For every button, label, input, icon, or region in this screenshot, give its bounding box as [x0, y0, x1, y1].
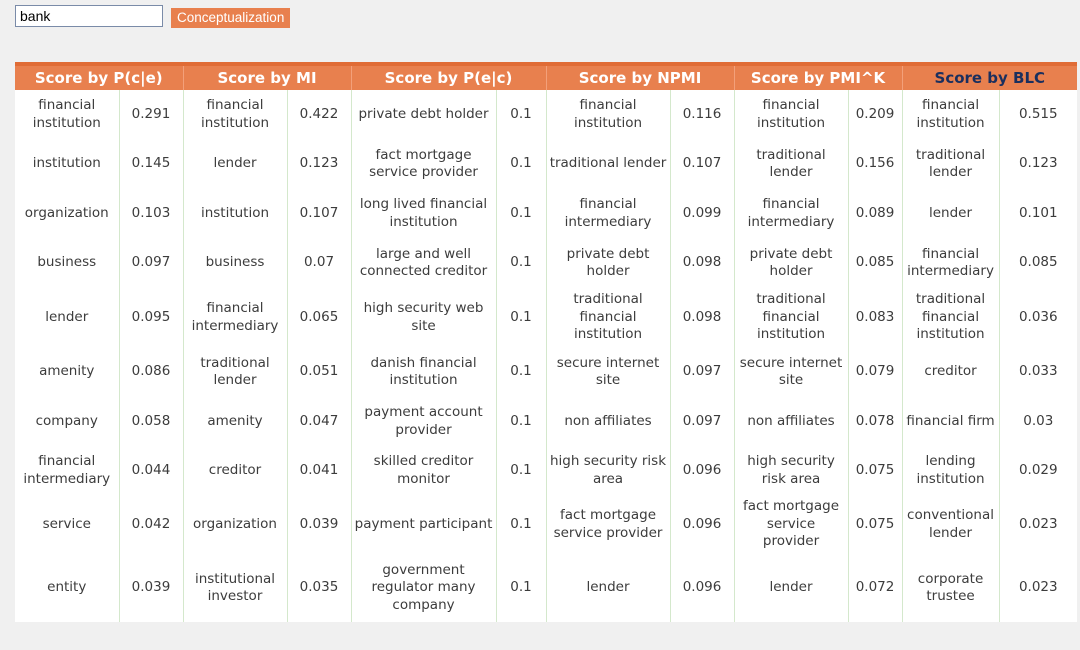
concept-score: 0.058	[119, 397, 183, 446]
concept-term: payment account provider	[351, 397, 496, 446]
concept-term: fact mortgage service provider	[351, 139, 496, 189]
concept-term: lender	[546, 554, 670, 622]
concept-score: 0.023	[999, 554, 1077, 622]
concept-term: financial intermediary	[546, 189, 670, 238]
concept-score: 0.291	[119, 90, 183, 139]
concept-term: traditional financial institution	[546, 288, 670, 347]
concept-score: 0.079	[848, 347, 902, 397]
header-blc: Score by BLC	[902, 66, 1077, 90]
concept-score: 0.1	[496, 90, 546, 139]
concept-term: traditional financial institution	[734, 288, 848, 347]
concept-term: organization	[15, 189, 119, 238]
concept-score: 0.097	[119, 238, 183, 288]
concept-term: non affiliates	[734, 397, 848, 446]
concept-term: financial intermediary	[734, 189, 848, 238]
concept-score: 0.039	[119, 554, 183, 622]
results-table	[15, 66, 1077, 622]
concept-score: 0.075	[848, 495, 902, 554]
concept-term: high security risk area	[546, 446, 670, 495]
results-body	[15, 90, 1077, 622]
concept-score: 0.047	[287, 397, 351, 446]
concept-term: traditional lender	[734, 139, 848, 189]
concept-term: company	[15, 397, 119, 446]
concept-term: institutional investor	[183, 554, 287, 622]
concept-score: 0.03	[999, 397, 1077, 446]
table-row	[15, 189, 1077, 238]
concept-term: danish financial institution	[351, 347, 496, 397]
concept-term: lender	[734, 554, 848, 622]
concept-score: 0.098	[670, 288, 734, 347]
concept-score: 0.041	[287, 446, 351, 495]
concept-score: 0.123	[999, 139, 1077, 189]
header-pmik: Score by PMI^K	[734, 66, 902, 90]
concept-term: business	[183, 238, 287, 288]
concept-score: 0.044	[119, 446, 183, 495]
concept-term: traditional lender	[183, 347, 287, 397]
concept-term: high security web site	[351, 288, 496, 347]
concept-score: 0.098	[670, 238, 734, 288]
results-table-container	[15, 62, 1077, 622]
concept-term: government regulator many company	[351, 554, 496, 622]
concept-score: 0.101	[999, 189, 1077, 238]
concept-score: 0.07	[287, 238, 351, 288]
header-mi: Score by MI	[183, 66, 351, 90]
conceptualization-button[interactable]: Conceptualization	[171, 8, 290, 28]
concept-score: 0.156	[848, 139, 902, 189]
concept-score: 0.1	[496, 189, 546, 238]
concept-score: 0.095	[119, 288, 183, 347]
concept-score: 0.029	[999, 446, 1077, 495]
concept-term: traditional lender	[546, 139, 670, 189]
concept-term: business	[15, 238, 119, 288]
concept-term: traditional financial institution	[902, 288, 999, 347]
concept-term: secure internet site	[734, 347, 848, 397]
concept-score: 0.089	[848, 189, 902, 238]
concept-term: payment participant	[351, 495, 496, 554]
concept-score: 0.1	[496, 347, 546, 397]
concept-term: financial intermediary	[902, 238, 999, 288]
concept-score: 0.1	[496, 397, 546, 446]
concept-score: 0.116	[670, 90, 734, 139]
concept-term: institution	[15, 139, 119, 189]
concept-score: 0.1	[496, 139, 546, 189]
concept-score: 0.103	[119, 189, 183, 238]
concept-score: 0.036	[999, 288, 1077, 347]
concept-term: non affiliates	[546, 397, 670, 446]
concept-term: large and well connected creditor	[351, 238, 496, 288]
table-row	[15, 554, 1077, 622]
concept-score: 0.039	[287, 495, 351, 554]
header-pec: Score by P(e|c)	[351, 66, 546, 90]
concept-score: 0.078	[848, 397, 902, 446]
concept-term: institution	[183, 189, 287, 238]
concept-term: financial intermediary	[183, 288, 287, 347]
concept-term: amenity	[15, 347, 119, 397]
concept-term: amenity	[183, 397, 287, 446]
concept-score: 0.097	[670, 397, 734, 446]
header-pce: Score by P(c|e)	[15, 66, 183, 90]
concept-term: lender	[15, 288, 119, 347]
concept-score: 0.107	[287, 189, 351, 238]
concept-term: private debt holder	[546, 238, 670, 288]
concept-score: 0.083	[848, 288, 902, 347]
concept-score: 0.096	[670, 554, 734, 622]
concept-score: 0.072	[848, 554, 902, 622]
header-row	[15, 66, 1077, 90]
concept-term: financial institution	[183, 90, 287, 139]
concept-term: high security risk area	[734, 446, 848, 495]
concept-score: 0.023	[999, 495, 1077, 554]
table-row	[15, 288, 1077, 347]
concept-term: corporate trustee	[902, 554, 999, 622]
concept-score: 0.096	[670, 495, 734, 554]
concept-term: private debt holder	[734, 238, 848, 288]
concept-term: skilled creditor monitor	[351, 446, 496, 495]
concept-term: financial intermediary	[15, 446, 119, 495]
concept-score: 0.075	[848, 446, 902, 495]
concept-term: creditor	[183, 446, 287, 495]
concept-term: organization	[183, 495, 287, 554]
concept-score: 0.422	[287, 90, 351, 139]
concept-score: 0.099	[670, 189, 734, 238]
concept-score: 0.086	[119, 347, 183, 397]
concept-score: 0.096	[670, 446, 734, 495]
search-input[interactable]	[15, 5, 163, 27]
concept-term: lending institution	[902, 446, 999, 495]
concept-term: financial institution	[734, 90, 848, 139]
table-row	[15, 347, 1077, 397]
concept-score: 0.209	[848, 90, 902, 139]
table-row	[15, 446, 1077, 495]
table-row	[15, 397, 1077, 446]
concept-score: 0.085	[848, 238, 902, 288]
concept-score: 0.1	[496, 554, 546, 622]
concept-term: financial firm	[902, 397, 999, 446]
concept-score: 0.515	[999, 90, 1077, 139]
header-npmi: Score by NPMI	[546, 66, 734, 90]
concept-score: 0.097	[670, 347, 734, 397]
concept-score: 0.123	[287, 139, 351, 189]
concept-score: 0.042	[119, 495, 183, 554]
concept-score: 0.035	[287, 554, 351, 622]
concept-term: lender	[183, 139, 287, 189]
concept-term: secure internet site	[546, 347, 670, 397]
table-row	[15, 90, 1077, 139]
table-row	[15, 139, 1077, 189]
concept-score: 0.1	[496, 495, 546, 554]
concept-score: 0.145	[119, 139, 183, 189]
concept-score: 0.051	[287, 347, 351, 397]
concept-term: financial institution	[15, 90, 119, 139]
concept-term: fact mortgage service provider	[546, 495, 670, 554]
concept-term: entity	[15, 554, 119, 622]
concept-score: 0.085	[999, 238, 1077, 288]
concept-score: 0.065	[287, 288, 351, 347]
concept-score: 0.1	[496, 446, 546, 495]
concept-term: traditional lender	[902, 139, 999, 189]
concept-term: financial institution	[546, 90, 670, 139]
concept-score: 0.1	[496, 238, 546, 288]
concept-term: conventional lender	[902, 495, 999, 554]
concept-term: service	[15, 495, 119, 554]
concept-score: 0.107	[670, 139, 734, 189]
concept-term: financial institution	[902, 90, 999, 139]
concept-score: 0.033	[999, 347, 1077, 397]
table-row	[15, 238, 1077, 288]
concept-score: 0.1	[496, 288, 546, 347]
concept-term: lender	[902, 189, 999, 238]
concept-term: private debt holder	[351, 90, 496, 139]
table-row	[15, 495, 1077, 554]
concept-term: long lived financial institution	[351, 189, 496, 238]
concept-term: fact mortgage service provider	[734, 495, 848, 554]
concept-term: creditor	[902, 347, 999, 397]
